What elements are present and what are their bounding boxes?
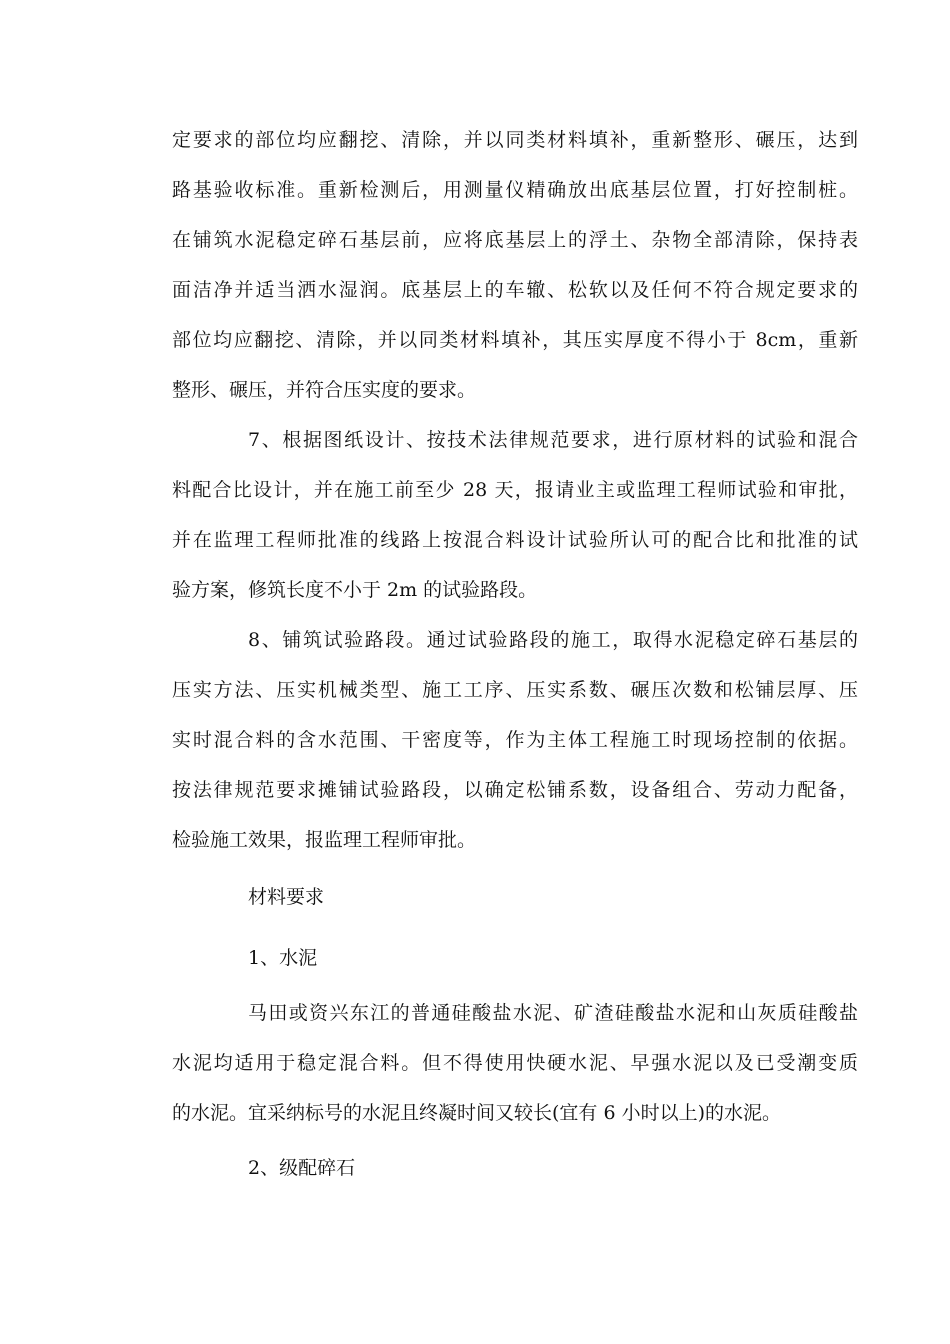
- section-heading: 材料要求: [248, 886, 325, 908]
- text-line: 部位均应翻挖、清除，并以同类材料填补，其压实厚度不得小于 8cm，重新: [172, 329, 858, 351]
- text-line: 检验施工效果，报监理工程师审批。: [172, 829, 477, 851]
- text-line: 按法律规范要求摊铺试验路段，以确定松铺系数，设备组合、劳动力配备，: [172, 779, 858, 801]
- subsection-heading: 1、水泥: [248, 947, 318, 969]
- paragraph-start: 7、根据图纸设计、按技术法律规范要求，进行原材料的试验和混合: [248, 429, 858, 451]
- text-line: 整形、碾压，并符合压实度的要求。: [172, 379, 477, 401]
- text-line: 的水泥。宜采纳标号的水泥且终凝时间又较长(宜有 6 小时以上)的水泥。: [172, 1102, 781, 1124]
- subsection-heading: 2、级配碎石: [248, 1157, 356, 1179]
- text-line: 料配合比设计，并在施工前至少 28 天，报请业主或监理工程师试验和审批，: [172, 479, 858, 501]
- text-line: 验方案，修筑长度不小于 2m 的试验路段。: [172, 579, 538, 601]
- text-line: 路基验收标准。重新检测后，用测量仪精确放出底基层位置，打好控制桩。: [172, 179, 858, 201]
- text-line: 水泥均适用于稳定混合料。但不得使用快硬水泥、早强水泥以及已受潮变质: [172, 1052, 858, 1074]
- text-line: 定要求的部位均应翻挖、清除，并以同类材料填补，重新整形、碾压，达到: [172, 129, 858, 151]
- paragraph-start: 马田或资兴东江的普通硅酸盐水泥、矿渣硅酸盐水泥和山灰质硅酸盐: [248, 1002, 858, 1024]
- text-line: 并在监理工程师批准的线路上按混合料设计试验所认可的配合比和批准的试: [172, 529, 858, 551]
- paragraph-start: 8、铺筑试验路段。通过试验路段的施工，取得水泥稳定碎石基层的: [248, 629, 858, 651]
- text-line: 压实方法、压实机械类型、施工工序、压实系数、碾压次数和松铺层厚、压: [172, 679, 858, 701]
- text-line: 面洁净并适当洒水湿润。底基层上的车辙、松软以及任何不符合规定要求的: [172, 279, 858, 301]
- text-line: 在铺筑水泥稳定碎石基层前，应将底基层上的浮土、杂物全部清除，保持表: [172, 229, 858, 251]
- text-line: 实时混合料的含水范围、干密度等，作为主体工程施工时现场控制的依据。: [172, 729, 858, 751]
